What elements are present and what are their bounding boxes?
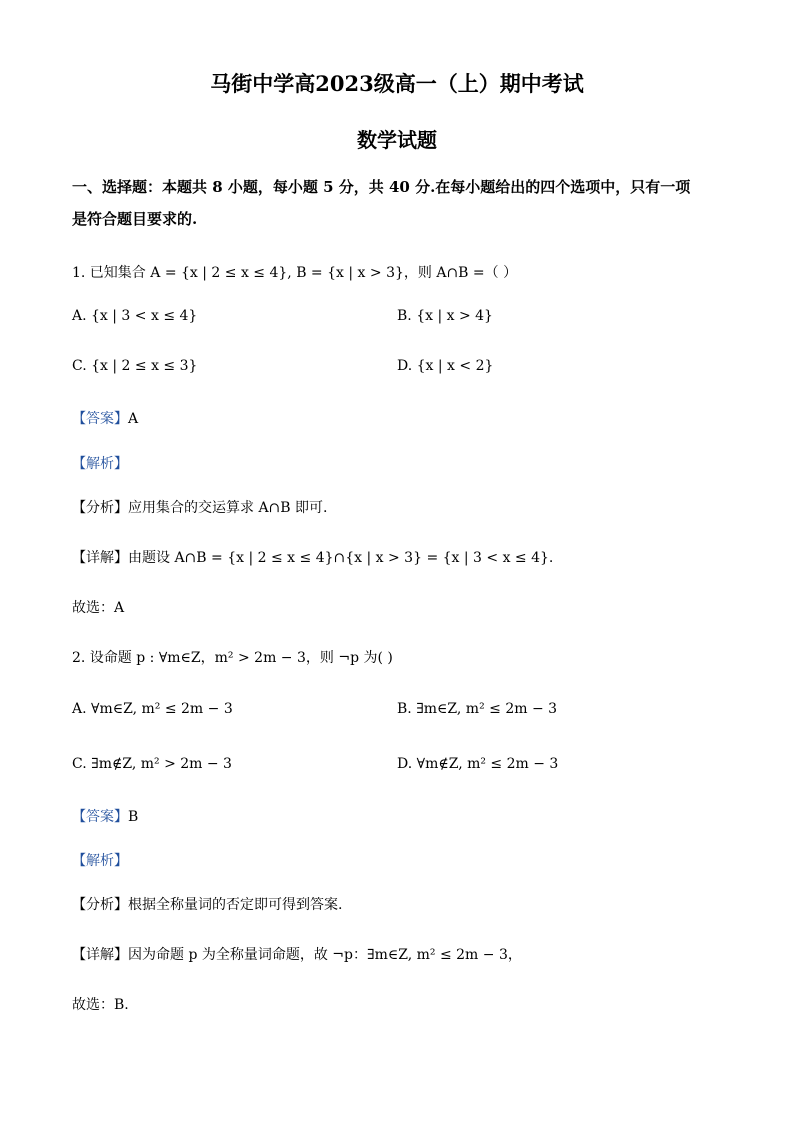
q2-option-c: C. ∃m∉Z, m² > 2m − 3 xyxy=(72,756,232,772)
q2-fenxi-text: 根据全称量词的否定即可得到答案. xyxy=(128,897,343,913)
q1-option-a: A. {x | 3 < x ≤ 4} xyxy=(72,308,198,324)
q2-xiangjie-label: 【详解】 xyxy=(72,947,128,963)
q2-option-a: A. ∀m∈Z, m² ≤ 2m − 3 xyxy=(72,701,233,717)
q1-fenxi xyxy=(72,497,327,517)
q1-choice: 故选：A xyxy=(72,600,125,616)
section-heading-line1: 一、选择题：本题共 8 小题，每小题 5 分，共 40 分.在每小题给出的四个选项中，只有一项 xyxy=(72,178,691,196)
q1-xiangjie-label: 【详解】 xyxy=(72,550,128,566)
q2-answer-label: 【答案】 xyxy=(72,809,128,825)
q2-stem: 2. 设命题 p : ∀m∈Z，m² > 2m − 3，则 ¬p 为( ) xyxy=(72,650,393,666)
q1-answer-value: A xyxy=(128,411,139,427)
q2-xiangjie xyxy=(72,944,522,964)
q2-fenxi-label: 【分析】 xyxy=(72,897,128,913)
q2-analysis xyxy=(72,850,128,870)
q1-answer-label: 【答案】 xyxy=(72,411,128,427)
q1-answer xyxy=(72,408,138,428)
exam-title: 马街中学高2023级高一（上）期中考试 xyxy=(210,71,584,96)
q2-answer xyxy=(72,806,138,826)
q2-xiangjie-text: 因为命题 p 为全称量词命题，故 ¬p：∃m∈Z, m² ≤ 2m − 3， xyxy=(128,947,522,963)
exam-subtitle: 数学试题 xyxy=(357,128,437,152)
q2-fenxi xyxy=(72,894,342,914)
q2-option-b: B. ∃m∈Z, m² ≤ 2m − 3 xyxy=(397,701,558,717)
q1-fenxi-label: 【分析】 xyxy=(72,500,128,516)
q1-fenxi-text: 应用集合的交运算求 A∩B 即可. xyxy=(128,500,328,516)
q2-answer-value: B xyxy=(128,809,139,825)
q1-option-c: C. {x | 2 ≤ x ≤ 3} xyxy=(72,358,198,374)
q1-xiangjie xyxy=(72,547,553,567)
q1-analysis xyxy=(72,453,128,473)
q1-option-b: B. {x | x > 4} xyxy=(397,308,493,324)
q1-xiangjie-text: 由题设 A∩B = {x | 2 ≤ x ≤ 4}∩{x | x > 3} = {x | 3 < x ≤ 4}. xyxy=(128,550,554,566)
q2-option-d: D. ∀m∉Z, m² ≤ 2m − 3 xyxy=(397,756,559,772)
q2-choice: 故选：B. xyxy=(72,997,129,1013)
q1-stem: 1. 已知集合 A = {x | 2 ≤ x ≤ 4}, B = {x | x > 3}，则 A∩B =（ ） xyxy=(72,265,518,281)
q2-analysis-label: 【解析】 xyxy=(72,853,128,869)
q1-analysis-label: 【解析】 xyxy=(72,456,128,472)
section-heading-line2: 是符合题目要求的. xyxy=(72,210,198,228)
q1-option-d: D. {x | x < 2} xyxy=(397,358,494,374)
